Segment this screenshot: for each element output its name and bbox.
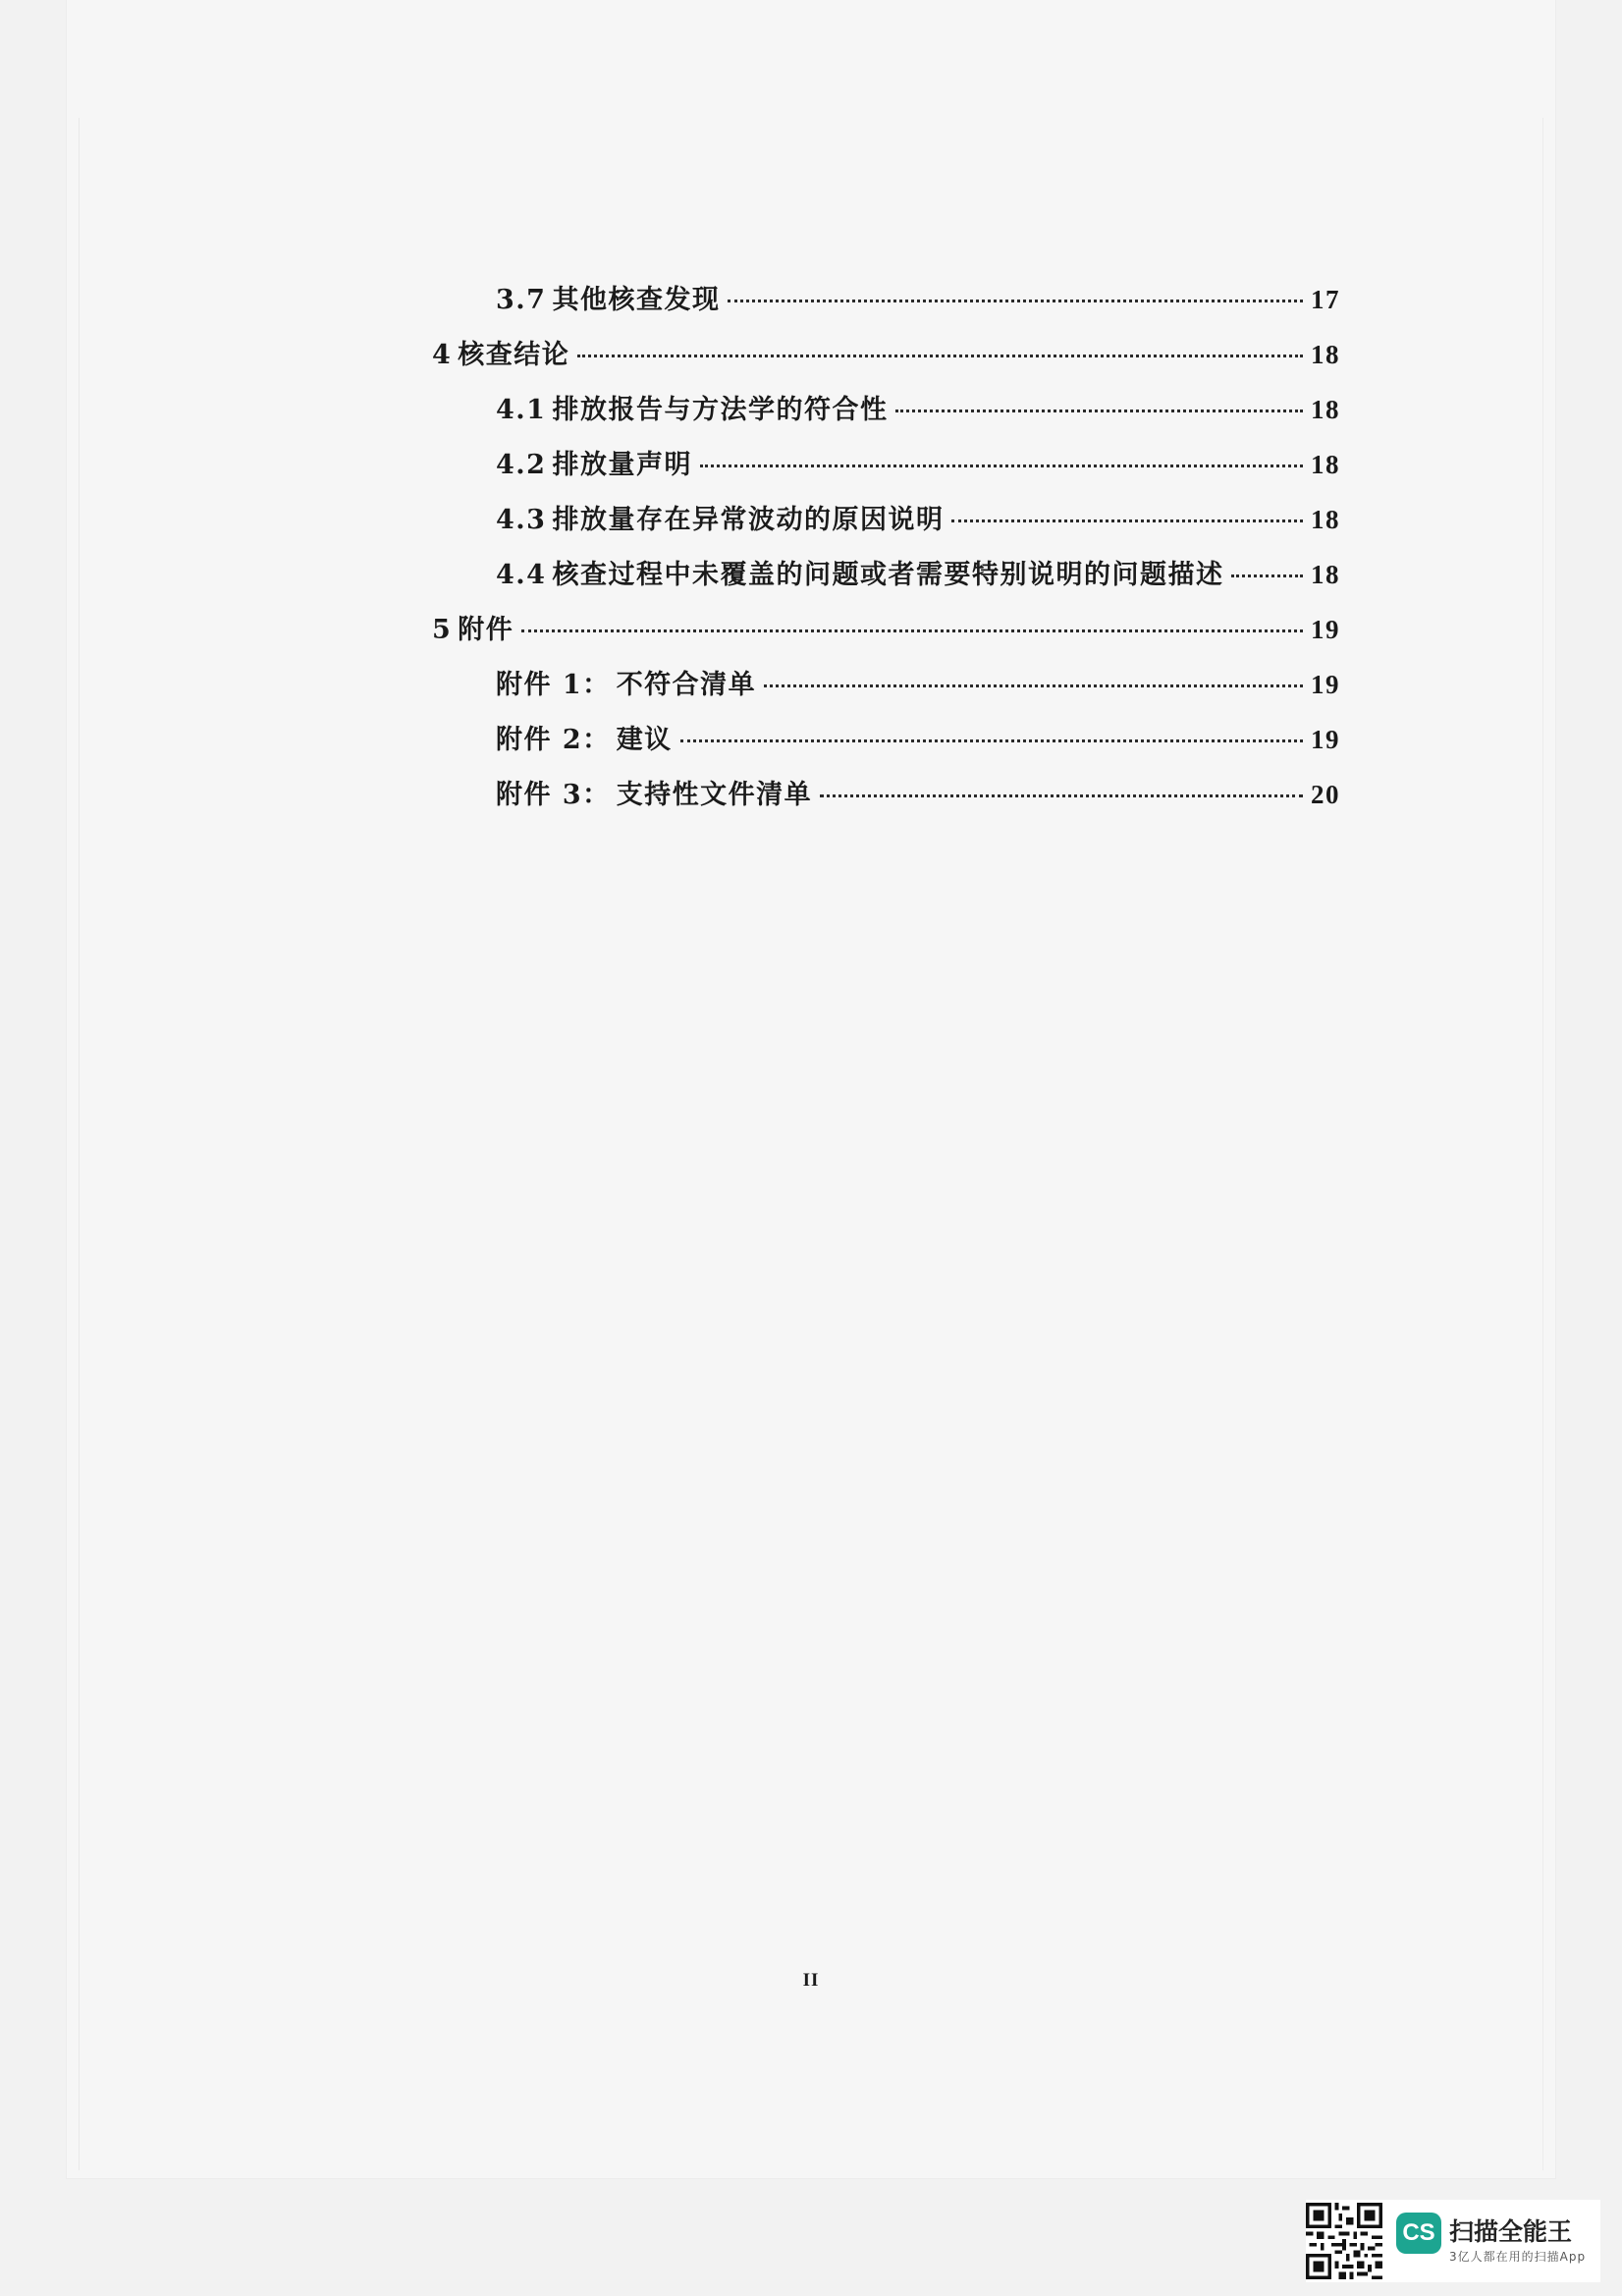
toc-entry-4-4[interactable] [496, 553, 1340, 592]
qr-code-icon [1306, 2203, 1382, 2279]
page-number: II [802, 1970, 820, 1991]
toc-entry-appendix-2[interactable] [496, 718, 1340, 757]
toc-entry-4[interactable] [432, 333, 1340, 372]
toc-dot-leader [680, 739, 1303, 742]
watermark-brand: 扫描全能王 [1449, 2217, 1573, 2246]
toc-entry-page: 18 [1311, 395, 1340, 424]
toc-dot-leader [577, 355, 1303, 357]
toc-entry-page: 18 [1311, 505, 1340, 534]
toc-entry-page: 20 [1311, 780, 1340, 809]
toc-entry-page: 18 [1311, 560, 1340, 589]
toc-entry-number: 附件 2： [496, 725, 611, 755]
toc-dot-leader [895, 410, 1303, 412]
scanner-watermark [1306, 2200, 1600, 2282]
toc-entry-number: 5 [432, 615, 453, 645]
watermark-tagline: 3亿人都在用的扫描App [1449, 2250, 1587, 2264]
toc-entry-4-3[interactable] [496, 498, 1340, 537]
toc-entry-page: 19 [1311, 615, 1340, 644]
toc-dot-leader [820, 794, 1303, 797]
watermark-text [1449, 2216, 1586, 2266]
toc-dot-leader [951, 519, 1303, 522]
toc-entry-number: 4.1 [496, 395, 547, 425]
toc-entry-page: 19 [1311, 670, 1340, 699]
camscanner-logo: CS [1396, 2213, 1441, 2254]
toc-entry-number: 附件 1： [496, 670, 611, 700]
toc-entry-page: 17 [1311, 285, 1340, 314]
toc-entry-4-2[interactable] [496, 443, 1340, 482]
toc-dot-leader [700, 465, 1303, 467]
toc-entry-title: 其他核查发现 [552, 285, 721, 315]
toc-entry-number: 4.3 [496, 505, 547, 535]
toc-entry-4-1[interactable] [496, 388, 1340, 427]
toc-dot-leader [728, 300, 1303, 302]
toc-entry-title: 不符合清单 [616, 670, 757, 700]
toc-entry-title: 排放量存在异常波动的原因说明 [552, 505, 945, 535]
toc-entry-number: 4.2 [496, 450, 547, 480]
toc-entry-title: 支持性文件清单 [616, 780, 813, 810]
toc-entry-title: 排放量声明 [552, 450, 692, 480]
toc-dot-leader [521, 629, 1303, 632]
toc-entry-page: 18 [1311, 450, 1340, 479]
toc-entry-5[interactable] [432, 608, 1340, 647]
toc-entry-title: 核查过程中未覆盖的问题或者需要特别说明的问题描述 [552, 560, 1224, 590]
toc-entry-number: 4 [432, 340, 453, 370]
toc-entry-3-7[interactable] [496, 278, 1340, 317]
toc-entry-number: 3.7 [496, 285, 547, 315]
toc-entry-page: 19 [1311, 725, 1340, 754]
toc-entry-appendix-1[interactable] [496, 663, 1340, 702]
toc-entry-title: 排放报告与方法学的符合性 [552, 395, 889, 425]
toc-entry-number: 4.4 [496, 560, 547, 590]
toc-entry-page: 18 [1311, 340, 1340, 369]
toc-entry-title: 附件 [458, 615, 514, 645]
toc-dot-leader [764, 684, 1303, 687]
toc-entry-title: 核查结论 [458, 340, 570, 370]
toc-dot-leader [1231, 574, 1303, 577]
toc-entry-number: 附件 3： [496, 780, 611, 810]
toc-entry-appendix-3[interactable] [496, 773, 1340, 812]
toc-entry-title: 建议 [616, 725, 673, 755]
